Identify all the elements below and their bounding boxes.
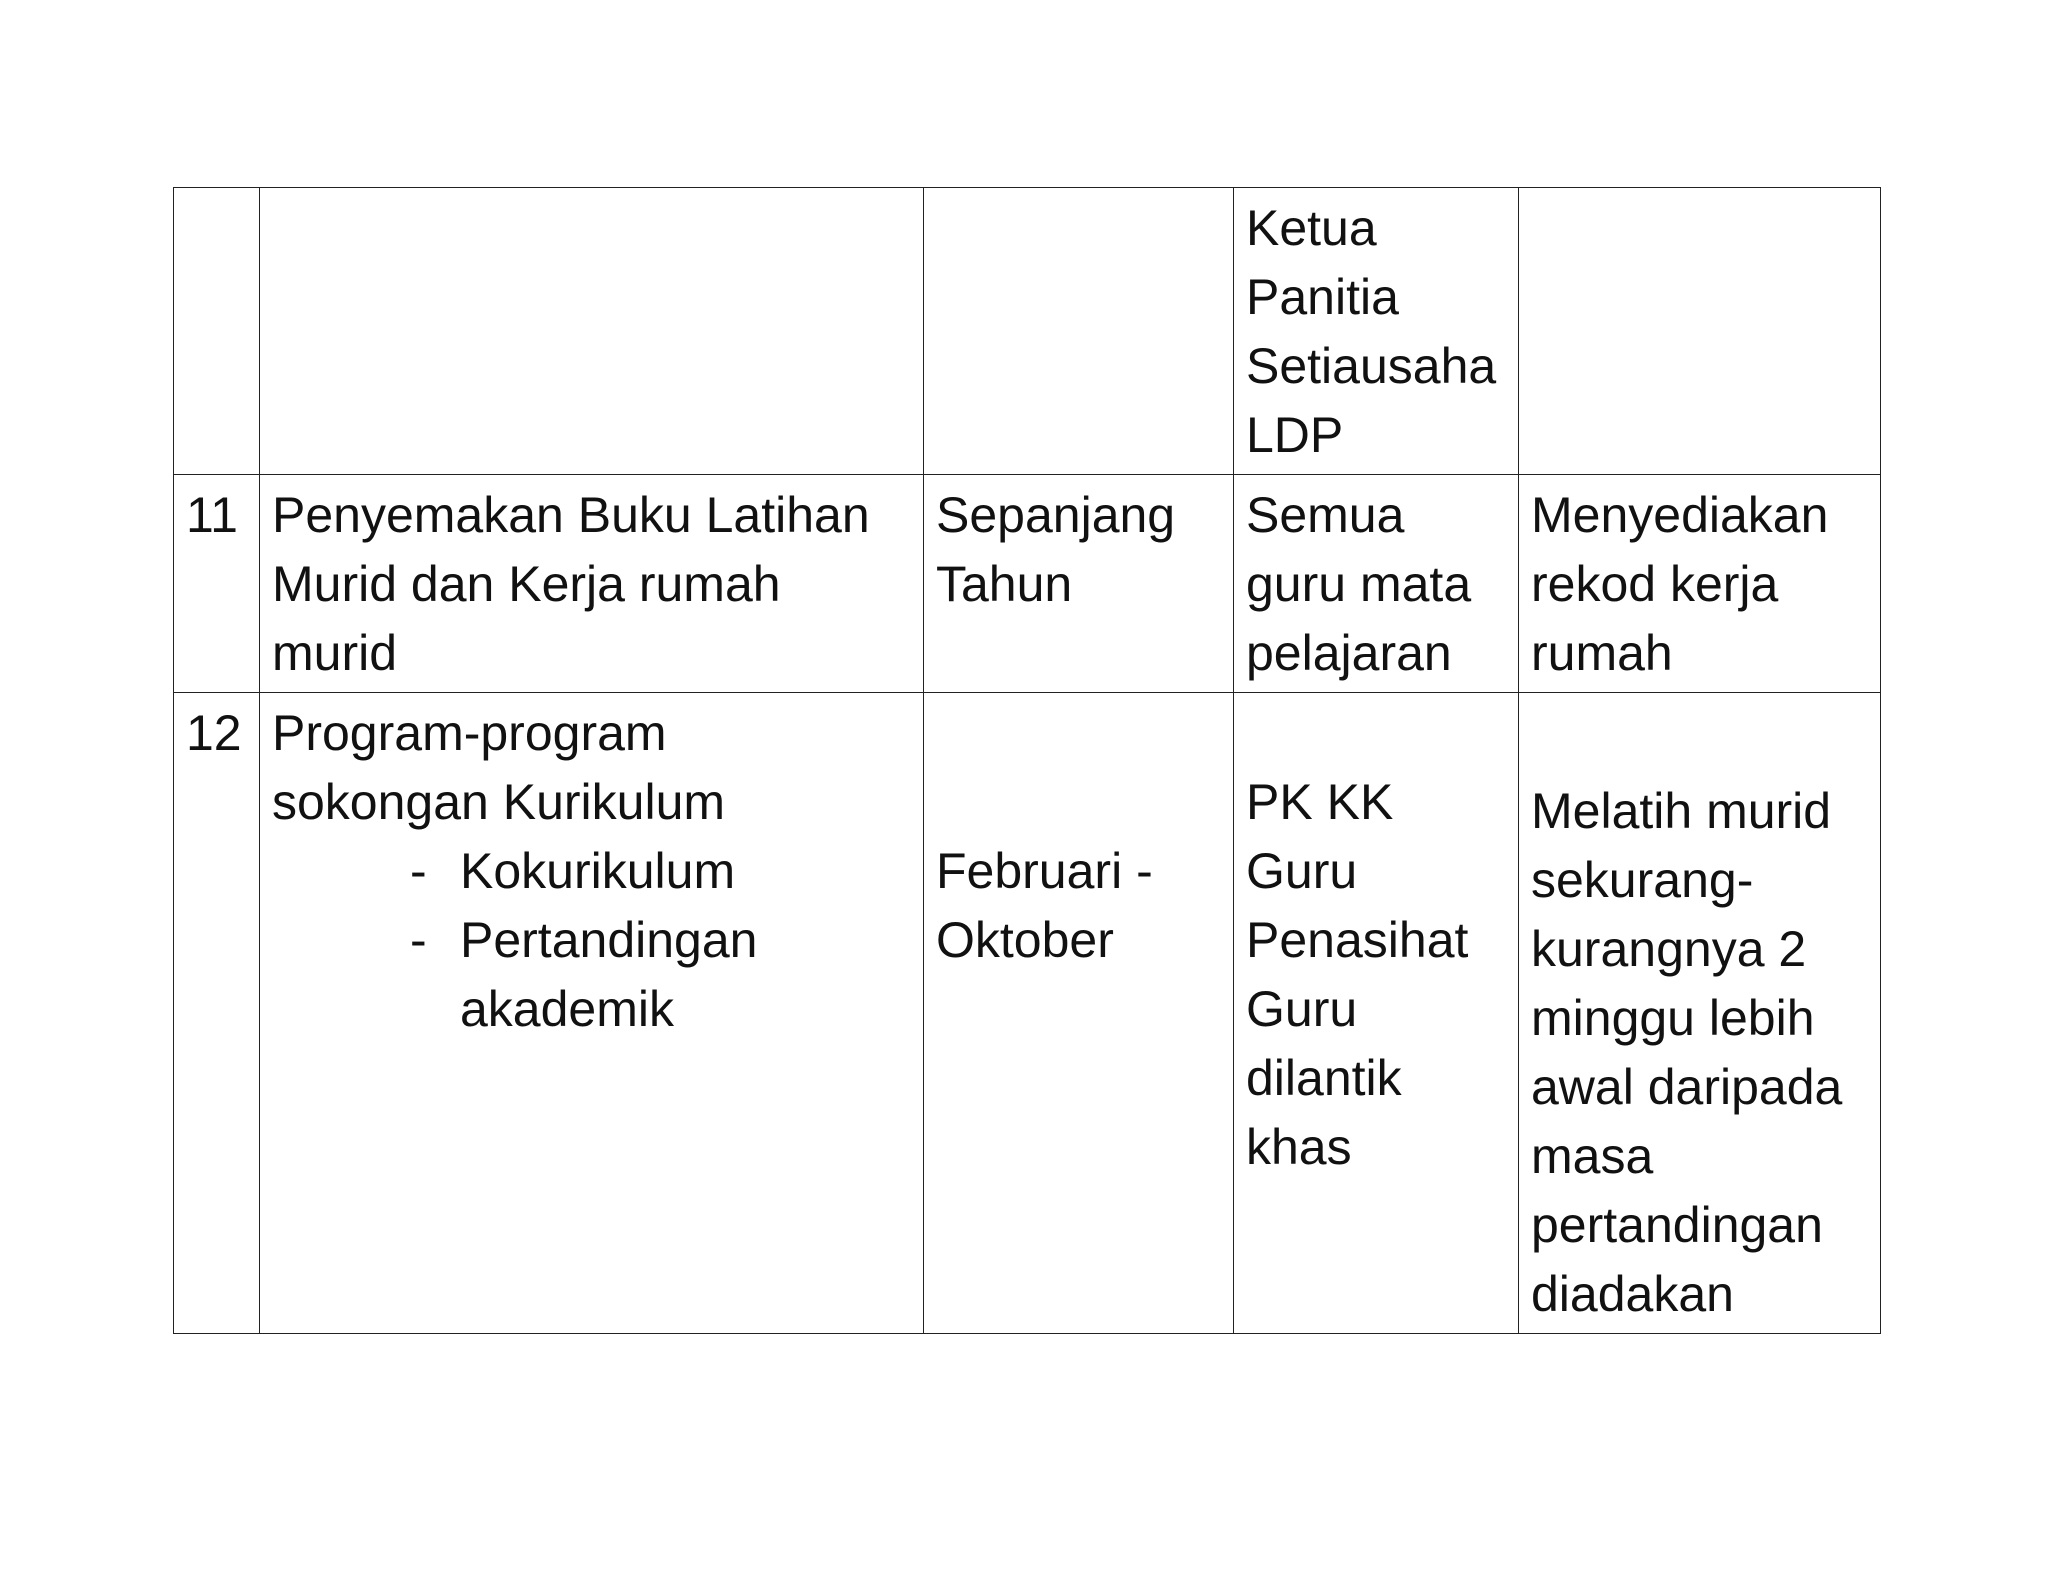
person-line: Guru (1246, 981, 1358, 1037)
time-cell (924, 188, 1234, 475)
activity-line: Program-program (272, 705, 667, 761)
note-line: Melatih murid (1531, 783, 1832, 839)
note-cell (1519, 693, 1881, 1334)
note-line: minggu lebih (1531, 990, 1815, 1046)
note-cell (1519, 188, 1881, 475)
person-cell (1234, 188, 1519, 475)
person-cell (1234, 475, 1519, 693)
row-number-cell: 12 (174, 693, 260, 1334)
person-line: Semua (1246, 487, 1405, 543)
activity-cell (260, 188, 924, 475)
person-line: Setiausaha (1246, 338, 1497, 394)
note-line: awal daripada (1531, 1059, 1843, 1115)
table-row (174, 693, 1881, 1334)
person-line: khas (1246, 1119, 1352, 1175)
note-line: kurangnya 2 (1531, 921, 1807, 977)
time-cell (924, 475, 1234, 693)
note-line: rekod kerja (1531, 556, 1779, 612)
activity-cell (260, 693, 924, 1334)
person-line: Panitia (1246, 269, 1399, 325)
time-line: Tahun (936, 556, 1073, 612)
table-row (174, 475, 1881, 693)
note-cell (1519, 475, 1881, 693)
activity-line: Penyemakan Buku Latihan (272, 487, 870, 543)
activity-cell (260, 475, 924, 693)
sub-item-line: Pertandingan (460, 912, 758, 968)
person-line: Guru (1246, 843, 1358, 899)
person-line: Penasihat (1246, 912, 1469, 968)
activity-line: sokongan Kurikulum (272, 774, 726, 830)
row-number-cell (174, 188, 260, 475)
person-line: dilantik (1246, 1050, 1402, 1106)
sub-item-line: akademik (460, 981, 674, 1037)
activity-sub-list (272, 837, 911, 1044)
sub-list-item (410, 906, 911, 1044)
list-dash: - (410, 843, 427, 899)
note-line: Menyediakan (1531, 487, 1829, 543)
person-cell (1234, 693, 1519, 1334)
person-line: guru mata (1246, 556, 1472, 612)
note-line: pertandingan (1531, 1197, 1823, 1253)
activity-table (173, 187, 1881, 1334)
person-line: PK KK (1246, 774, 1394, 830)
note-line: diadakan (1531, 1266, 1734, 1322)
time-cell (924, 693, 1234, 1334)
person-line: LDP (1246, 407, 1344, 463)
note-line: rumah (1531, 625, 1673, 681)
note-line: masa (1531, 1128, 1654, 1184)
time-line: Oktober (936, 912, 1114, 968)
table-row (174, 188, 1881, 475)
sub-item-line: Kokurikulum (460, 843, 736, 899)
time-line: Sepanjang (936, 487, 1176, 543)
person-line: pelajaran (1246, 625, 1452, 681)
time-line: Februari - (936, 843, 1153, 899)
person-line: Ketua (1246, 200, 1377, 256)
note-line: sekurang- (1531, 852, 1754, 908)
activity-line: murid (272, 625, 398, 681)
activity-line: Murid dan Kerja rumah (272, 556, 781, 612)
sub-list-item (410, 837, 911, 906)
row-number-cell: 11 (174, 475, 260, 693)
list-dash: - (410, 912, 427, 968)
